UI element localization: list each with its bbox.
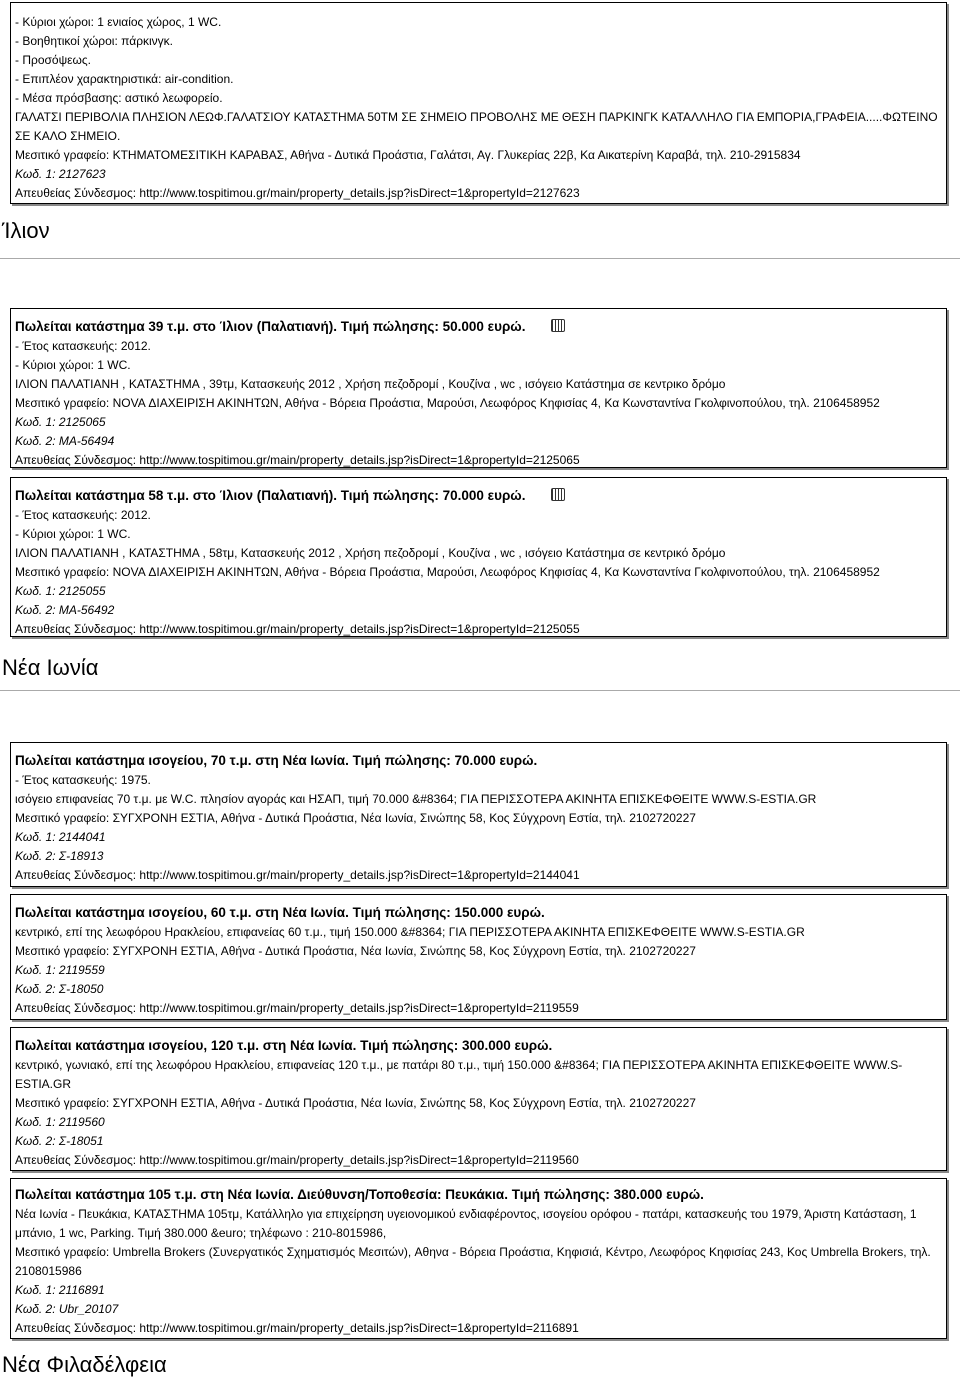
listing-agency: Μεσιτικό γραφείο: ΣΥΓΧΡΟΝΗ ΕΣΤΙΑ, Αθήνα - Δυτικά Προάστια, Νέα Ιωνία, Σινώπης 58, Κος Σύγχρονη Εστία, τηλ. 2102720227 <box>15 811 696 825</box>
listing-direct-link[interactable]: Απευθείας Σύνδεσμος: http://www.tospitimou.gr/main/property_details.jsp?isDirect=1&propertyId=2119560 <box>15 1153 579 1167</box>
photo-icon[interactable] <box>551 488 565 501</box>
listing-code-1: Κωδ. 1: 2125055 <box>15 584 106 598</box>
listing-code-1: Κωδ. 1: 2116891 <box>15 1283 105 1297</box>
listing-card <box>10 894 947 1020</box>
listing-title-text[interactable]: Πωλείται κατάστημα 39 τ.μ. στο Ίλιον (Παλατιανή). Τιμή πώλησης: 50.000 ευρώ. <box>15 319 526 334</box>
listing-agency: Μεσιτικό γραφείο: ΣΥΓΧΡΟΝΗ ΕΣΤΙΑ, Αθήνα - Δυτικά Προάστια, Νέα Ιωνία, Σινώπης 58, Κος Σύγχρονη Εστία, τηλ. 2102720227 <box>15 1096 696 1110</box>
listing-card <box>10 308 947 468</box>
listing-direct-link[interactable]: Απευθείας Σύνδεσμος: http://www.tospitimou.gr/main/property_details.jsp?isDirect=1&propertyId=2116891 <box>15 1321 579 1335</box>
listing-main-rooms: - Κύριοι χώροι: 1 WC. <box>15 527 131 541</box>
listing-agency: Μεσιτικό γραφείο: ΣΥΓΧΡΟΝΗ ΕΣΤΙΑ, Αθήνα - Δυτικά Προάστια, Νέα Ιωνία, Σινώπης 58, Κος Σύγχρονη Εστία, τηλ. 2102720227 <box>15 944 696 958</box>
area-heading-nea-ionia: Νέα Ιωνία <box>2 655 99 680</box>
listing-agency: Μεσιτικό γραφείο: ΚΤΗΜΑΤΟΜΕΣΙΤΙΚΗ ΚΑΡΑΒΑΣ, Αθήνα - Δυτικά Προάστια, Γαλάτσι, Αγ. Γλυκερίας 22β, Κα Αικατερίνη Καραβά, τηλ. 210-2915834 <box>15 148 801 162</box>
listing-code-2: Κωδ. 2: Ubr_20107 <box>15 1302 119 1316</box>
listing-aux-rooms: - Βοηθητικοί χώροι: πάρκινγκ. <box>15 34 174 48</box>
listing-title[interactable]: Πωλείται κατάστημα ισογείου, 70 τ.μ. στη Νέα Ιωνία. Τιμή πώλησης: 70.000 ευρώ. <box>15 753 538 768</box>
listing-transport: - Μέσα πρόσβασης: αστικό λεωφορείο. <box>15 91 223 105</box>
listing-title-text[interactable]: Πωλείται κατάστημα 58 τ.μ. στο Ίλιον (Παλατιανή). Τιμή πώλησης: 70.000 ευρώ. <box>15 488 526 503</box>
listing-title[interactable]: Πωλείται κατάστημα 105 τ.μ. στη Νέα Ιωνία. Διεύθυνση/Τοποθεσία: Πευκάκια. Τιμή πώλησης: 380.000 ευρώ. <box>15 1187 704 1202</box>
listing-direct-link[interactable]: Απευθείας Σύνδεσμος: http://www.tospitimou.gr/main/property_details.jsp?isDirect=1&propertyId=2125065 <box>15 453 580 467</box>
listing-code-2: Κωδ. 2: ΜΑ-56494 <box>15 434 115 448</box>
area-divider <box>0 258 960 259</box>
listing-direct-link[interactable]: Απευθείας Σύνδεσμος: http://www.tospitimou.gr/main/property_details.jsp?isDirect=1&propertyId=2144041 <box>15 868 580 882</box>
listing-card-galatsi <box>10 2 947 204</box>
listing-code-1: Κωδ. 1: 2125065 <box>15 415 106 429</box>
listing-year: - Έτος κατασκευής: 1975. <box>15 773 151 787</box>
listing-title[interactable] <box>15 317 942 337</box>
listing-direct-link[interactable]: Απευθείας Σύνδεσμος: http://www.tospitimou.gr/main/property_details.jsp?isDirect=1&propertyId=2119559 <box>15 1001 579 1015</box>
listing-agency: Μεσιτικό γραφείο: NOVA ΔΙΑΧΕΙΡΙΣΗ ΑΚΙΝΗΤΩΝ, Αθήνα - Βόρεια Προάστια, Μαρούσι, Λεωφόρος Κηφισίας 4, Κα Κωνσταντίνα Γκολφινοπούλου, τηλ. 2106458952 <box>15 396 880 410</box>
listing-direct-link[interactable]: Απευθείας Σύνδεσμος: http://www.tospitimou.gr/main/property_details.jsp?isDirect=1&propertyId=2125055 <box>15 622 580 636</box>
listing-title[interactable]: Πωλείται κατάστημα ισογείου, 120 τ.μ. στη Νέα Ιωνία. Τιμή πώλησης: 300.000 ευρώ. <box>15 1038 553 1053</box>
listing-direct-link[interactable]: Απευθείας Σύνδεσμος: http://www.tospitimou.gr/main/property_details.jsp?isDirect=1&propertyId=2127623 <box>15 186 580 200</box>
listing-code-1: Κωδ. 1: 2119559 <box>15 963 105 977</box>
listing-card <box>10 1178 947 1339</box>
listing-agency: Μεσιτικό γραφείο: NOVA ΔΙΑΧΕΙΡΙΣΗ ΑΚΙΝΗΤΩΝ, Αθήνα - Βόρεια Προάστια, Μαρούσι, Λεωφόρος Κηφισίας 4, Κα Κωνσταντίνα Γκολφινοπούλου, τηλ. 2106458952 <box>15 565 880 579</box>
area-divider <box>0 690 960 691</box>
listing-code-2: Κωδ. 2: Σ-18050 <box>15 982 104 996</box>
listing-title[interactable] <box>15 486 942 506</box>
listing-code-2: Κωδ. 2: ΜΑ-56492 <box>15 603 115 617</box>
area-heading-nea-filadelfeia: Νέα Φιλαδέλφεια <box>2 1352 167 1377</box>
listing-card <box>10 1027 947 1171</box>
listing-year: - Έτος κατασκευής: 2012. <box>15 508 151 522</box>
listing-year: - Έτος κατασκευής: 2012. <box>15 339 151 353</box>
listing-extras: - Επιπλέον χαρακτηριστικά: air-condition. <box>15 72 234 86</box>
area-heading-ilion: Ίλιον <box>2 218 50 243</box>
listing-code-1: Κωδ. 1: 2144041 <box>15 830 106 844</box>
listing-main-rooms: - Κύριοι χώροι: 1 WC. <box>15 358 131 372</box>
listing-facade: - Προσόψεως. <box>15 53 91 67</box>
listing-description: ισόγειο επιφανείας 70 τ.μ. με W.C. πλησίον αγοράς και ΗΣΑΠ, τιμή 70.000 &#8364; ΓΙΑ ΠΕΡΙΣΣΟΤΕΡΑ ΑΚΙΝΗΤΑ ΕΠΙΣΚΕΦΘΕΙΤΕ WWW.S-ESTIA.GR <box>15 792 817 806</box>
listing-description: ΙΛΙΟΝ ΠΑΛΑΤΙΑΝΗ , ΚΑΤΑΣΤΗΜΑ , 58τμ, Κατασκευής 2012 , Χρήση πεζοδρομί , Κουζίνα , wc , ισόγειο Κατάστημα σε κεντρικό δρόμο <box>15 546 726 560</box>
listing-code-2: Κωδ. 2: Σ-18913 <box>15 849 104 863</box>
photo-icon[interactable] <box>551 319 565 332</box>
listing-card <box>10 742 947 887</box>
listing-agency: Μεσιτικό γραφείο: Umbrella Brokers (Συνεργατικός Σχηματισμός Μεσιτών), Αθηνα - Βόρεια Προάστια, Κηφισιά, Κέντρο, Λεωφόρος Κηφισίας 243, Κος Umbrella Brokers, τηλ. 2108015986 <box>15 1245 931 1278</box>
listing-description: κεντρικό, γωνιακό, επί της λεωφόρου Ηρακλείου, επιφανείας 120 τ.μ., με πατάρι 80 τ.μ., τιμή 150.000 &#8364; ΓΙΑ ΠΕΡΙΣΣΟΤΕΡΑ ΑΚΙΝΗΤΑ ΕΠΙΣΚΕΦΘΕΙΤΕ WWW.S-ESTIA.GR <box>15 1058 903 1091</box>
listing-main-rooms: - Κύριοι χώροι: 1 ενιαίος χώρος, 1 WC. <box>15 15 222 29</box>
listing-code-1: Κωδ. 1: 2127623 <box>15 167 106 181</box>
listing-title[interactable]: Πωλείται κατάστημα ισογείου, 60 τ.μ. στη Νέα Ιωνία. Τιμή πώλησης: 150.000 ευρώ. <box>15 905 545 920</box>
listing-description: ΙΛΙΟΝ ΠΑΛΑΤΙΑΝΗ , ΚΑΤΑΣΤΗΜΑ , 39τμ, Κατασκευής 2012 , Χρήση πεζοδρομί , Κουζίνα , wc , ισόγειο Κατάστημα σε κεντρικο δρόμο <box>15 377 726 391</box>
listing-description: ΓΑΛΑΤΣΙ ΠΕΡΙΒΟΛΙΑ ΠΛΗΣΙΟΝ ΛΕΩΦ.ΓΑΛΑΤΣΙΟΥ ΚΑΤΑΣΤΗΜΑ 50ΤΜ ΣΕ ΣΗΜΕΙΟ ΠΡΟΒΟΛΗΣ ΜΕ ΘΕΣΗ ΠΑΡΚΙΝΓΚ ΚΑΤΑΛΛΗΛΟ ΓΙΑ ΕΜΠΟΡΙΑ,ΓΡΑΦΕΙΑ.....ΦΩΤΕΙΝΟ ΣΕ ΚΑΛΟ ΣΗΜΕΙΟ. <box>15 110 938 143</box>
listing-description: Νέα Ιωνία - Πευκάκια, ΚΑΤΑΣΤΗΜΑ 105τμ, Κατάλληλο για επιχείρηση υγειονομικού ενδιαφέροντος, ισογείου ορόφου - πατάρι, κατασκευής του 1979, Άριστη Κατάσταση, 1 μπάνιο, 1 wc, Parking. Τιμή 380.000 &euro; τηλέφωνο : 210-8015986, <box>15 1207 917 1240</box>
listing-card <box>10 477 947 637</box>
listing-code-1: Κωδ. 1: 2119560 <box>15 1115 105 1129</box>
listing-code-2: Κωδ. 2: Σ-18051 <box>15 1134 104 1148</box>
listing-description: κεντρικό, επί της λεωφόρου Ηρακλείου, επιφανείας 60 τ.μ., τιμή 150.000 &#8364; ΓΙΑ ΠΕΡΙΣΣΟΤΕΡΑ ΑΚΙΝΗΤΑ ΕΠΙΣΚΕΦΘΕΙΤΕ WWW.S-ESTIA.GR <box>15 925 805 939</box>
